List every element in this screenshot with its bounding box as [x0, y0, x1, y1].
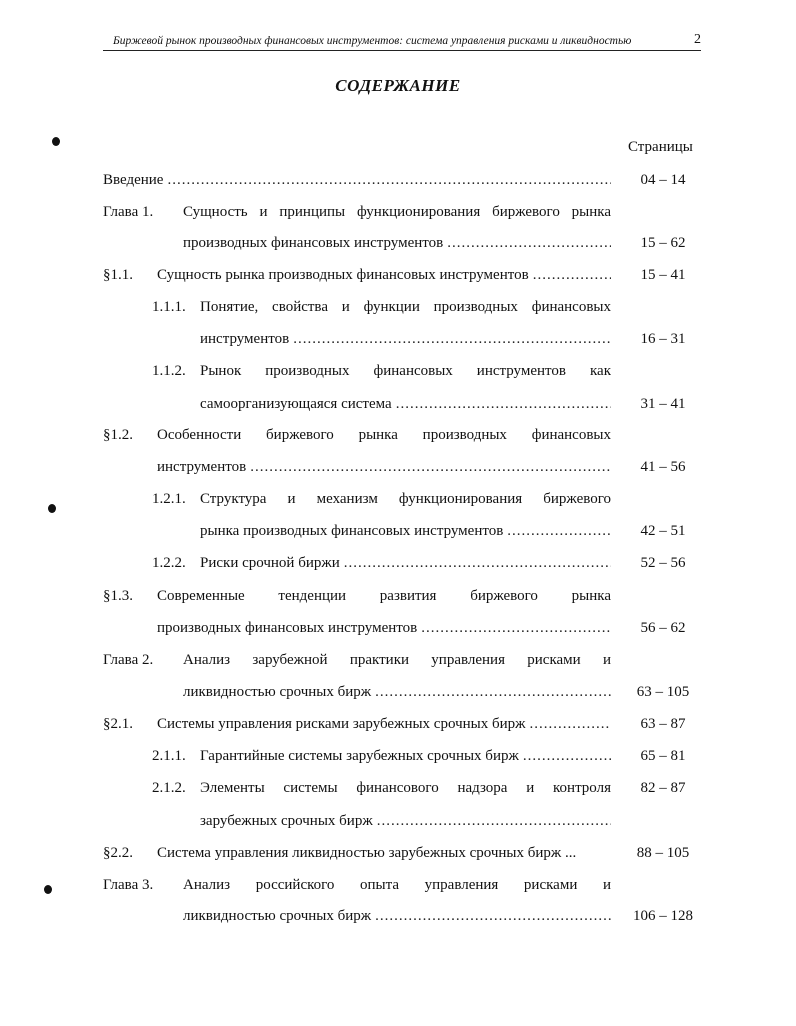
toc-entry-number: 2.1.2. [152, 780, 186, 796]
toc-entry-line: инструментов ..... [200, 328, 611, 350]
toc-entry-number: Глава 2. [103, 652, 154, 668]
toc-entry-number: Глава 1. [103, 204, 154, 220]
toc-entry-line: инструментов ..... [157, 456, 611, 478]
toc-entry-line: Система управления ликвидностью зарубежных срочных бирж ... [157, 845, 577, 861]
toc-title: СОДЕРЖАНИЕ [335, 76, 461, 95]
toc-entry-line: Сущность рынка производных финансовых инструментов ..... [157, 264, 611, 286]
toc-entry-line: производных финансовых инструментов ..... [157, 617, 611, 639]
toc-entry-pages: 16 – 31 [640, 331, 686, 347]
binding-hole-mark [48, 504, 56, 513]
toc-entry-number: §1.3. [103, 588, 133, 604]
toc-entry-line: самоорганизующаяся система ..... [200, 393, 611, 415]
toc-entry-number: Глава 3. [103, 877, 154, 893]
pages-column-label: Страницы [628, 139, 693, 155]
toc-entry-line: Системы управления рисками зарубежных срочных бирж ..... [157, 713, 611, 735]
toc-entry-number: 2.1.1. [152, 748, 186, 764]
toc-entry-pages: 106 – 128 [633, 908, 693, 924]
toc-entry-line: Анализ зарубежной практики управления рисками и [183, 652, 611, 668]
toc-entry-pages: 15 – 41 [640, 267, 686, 283]
toc-entry-pages: 15 – 62 [640, 235, 686, 251]
toc-entry-pages: 41 – 56 [640, 459, 686, 475]
toc-entry-pages: 88 – 105 [636, 845, 690, 861]
toc-entry-line: зарубежных срочных бирж ..... [200, 810, 611, 832]
toc-entry-number: §2.2. [103, 845, 133, 861]
toc-entry-pages: 56 – 62 [640, 620, 686, 636]
toc-entry-line: Особенности биржевого рынка производных финансовых [157, 427, 611, 443]
toc-entry-number: 1.1.1. [152, 299, 186, 315]
toc-entry-number: 1.2.2. [152, 555, 186, 571]
toc-entry-number: 1.1.2. [152, 363, 186, 379]
toc-entry-pages: 04 – 14 [640, 172, 686, 188]
running-header-title: Биржевой рынок производных финансовых инструментов: система управления рисками и ликвидностью [113, 35, 632, 47]
toc-entry-line: Элементы системы финансового надзора и контроля [200, 780, 611, 796]
binding-hole-mark [44, 885, 52, 894]
binding-hole-mark [52, 137, 60, 146]
toc-entry-line: Современные тенденции развития биржевого рынка [157, 588, 611, 604]
toc-entry-pages: 63 – 105 [636, 684, 690, 700]
toc-entry-pages: 31 – 41 [640, 396, 686, 412]
toc-entry-line: Сущность и принципы функционирования биржевого рынка [183, 204, 611, 220]
toc-entry-line: ликвидностью срочных бирж ..... [183, 905, 611, 927]
toc-entry-line: ликвидностью срочных бирж ..... [183, 681, 611, 703]
toc-entry-number: §1.2. [103, 427, 133, 443]
toc-entry-line: Анализ российского опыта управления рисками и [183, 877, 611, 893]
toc-entry-number: §1.1. [103, 267, 133, 283]
toc-entry-line: производных финансовых инструментов ..... [183, 232, 611, 254]
toc-entry-line: Рынок производных финансовых инструментов как [200, 363, 611, 379]
toc-entry-pages: 63 – 87 [640, 716, 686, 732]
toc-entry-line: Введение ..... [103, 169, 611, 191]
toc-entry-pages: 65 – 81 [640, 748, 686, 764]
toc-entry-pages: 42 – 51 [640, 523, 686, 539]
toc-entry-pages: 52 – 56 [640, 555, 686, 571]
toc-entry-pages: 82 – 87 [640, 780, 686, 796]
page-number: 2 [694, 32, 701, 47]
toc-entry-line: рынка производных финансовых инструментов ..... [200, 520, 611, 542]
toc-entry-line: Гарантийные системы зарубежных срочных бирж ..... [200, 745, 611, 767]
toc-entry-number: §2.1. [103, 716, 133, 732]
running-header [103, 32, 701, 51]
toc-entry-line: Риски срочной биржи ..... [200, 552, 611, 574]
toc-entry-line: Структура и механизм функционирования биржевого [200, 491, 611, 507]
toc-entry-number: 1.2.1. [152, 491, 186, 507]
toc-entry-line: Понятие, свойства и функции производных финансовых [200, 299, 611, 315]
